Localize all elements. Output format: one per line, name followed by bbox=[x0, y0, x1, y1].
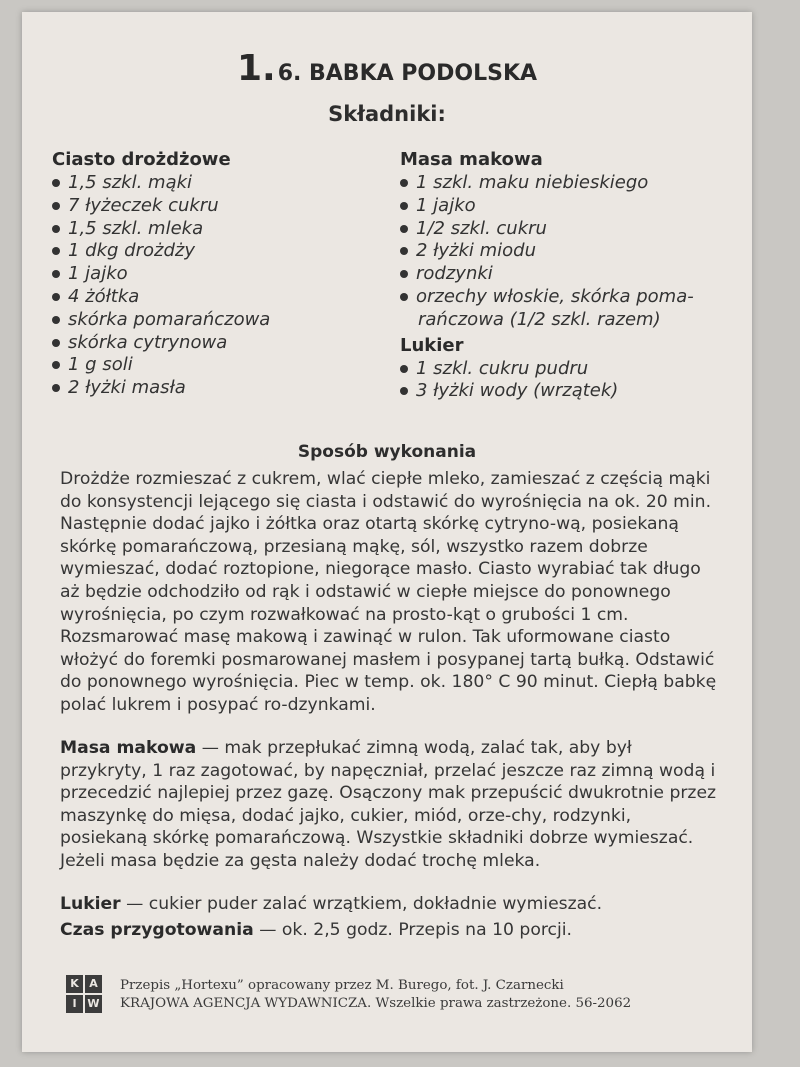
publisher-logo-icon: K A I W bbox=[66, 975, 102, 1013]
bullet-icon bbox=[52, 202, 60, 210]
paragraph-label: Lukier bbox=[60, 894, 121, 914]
bullet-icon bbox=[52, 270, 60, 278]
ingredients-heading: Składniki: bbox=[328, 102, 446, 126]
list-item: 1,5 szkl. mleka bbox=[52, 218, 270, 241]
poppy-paragraph: Masa makowa — mak przepłukać zimną wodą, zalać tak, aby był przykryty, 1 raz zagotować, by napęczniał, przelać jeszcze raz zimną wodą i przecedzić najlepiej przez gazę. Osączony mak przepuścić dwukrotnie przez maszynkę do mięsa, dodać jajko, cukier, miód, orze-chy, rodzynki, posiekaną skórkę pomarańczową. Wszystkie składniki dobrze wymieszać. Jeżeli masa będzie za gęsta należy dodać trochę mleka. bbox=[60, 738, 717, 871]
list-item-continuation: rańczowa (1/2 szkl. razem) bbox=[418, 308, 661, 330]
recipe-number: 1. bbox=[236, 48, 276, 89]
list-item: 2 łyżki miodu bbox=[400, 240, 694, 263]
bullet-icon bbox=[400, 225, 408, 233]
list-item: 1 dkg drożdży bbox=[52, 240, 270, 263]
footer-credits bbox=[120, 977, 631, 1013]
dough-ingredients bbox=[52, 148, 270, 400]
bullet-icon bbox=[52, 247, 60, 255]
paragraph-label: Masa makowa bbox=[60, 738, 197, 758]
bullet-icon bbox=[400, 293, 408, 301]
list-item: 1 g soli bbox=[52, 354, 270, 377]
footer-line-2: KRAJOWA AGENCJA WYDAWNICZA. Wszelkie prawa zastrzeżone. 56-2062 bbox=[120, 996, 632, 1011]
footer-line-1: Przepis „Hortexu” opracowany przez M. Burego, fot. J. Czarnecki bbox=[120, 978, 564, 993]
list-item: 4 żółtka bbox=[52, 286, 270, 309]
prep-time-paragraph: Czas przygotowania — ok. 2,5 godz. Przepis na 10 porcji. bbox=[60, 920, 572, 940]
list-item: 3 łyżki wody (wrzątek) bbox=[400, 380, 694, 403]
bullet-icon bbox=[400, 202, 408, 210]
list-item: 1 szkl. maku niebieskiego bbox=[400, 172, 694, 195]
bullet-icon bbox=[52, 361, 60, 369]
bullet-icon bbox=[400, 247, 408, 255]
list-item: orzechy włoskie, skórka poma- bbox=[400, 286, 694, 309]
bullet-icon bbox=[52, 225, 60, 233]
bullet-icon bbox=[400, 270, 408, 278]
list-item: 1 jajko bbox=[52, 263, 270, 286]
bullet-icon bbox=[52, 384, 60, 392]
bullet-icon bbox=[400, 365, 408, 373]
list-item: 1 szkl. cukru pudru bbox=[400, 358, 694, 381]
recipe-card bbox=[22, 12, 752, 1052]
list-item: skórka cytrynowa bbox=[52, 332, 270, 355]
recipe-title bbox=[22, 48, 752, 89]
recipe-name: 6. BABKA PODOLSKA bbox=[277, 61, 538, 86]
list-item: skórka pomarańczowa bbox=[52, 309, 270, 332]
list-item: 1,5 szkl. mąki bbox=[52, 172, 270, 195]
list-item: 2 łyżki masła bbox=[52, 377, 270, 400]
icing-paragraph: Lukier — cukier puder zalać wrzątkiem, dokładnie wymieszać. bbox=[60, 894, 603, 914]
bullet-icon bbox=[400, 387, 408, 395]
dough-heading: Ciasto drożdżowe bbox=[52, 149, 231, 170]
bullet-icon bbox=[52, 316, 60, 324]
list-item: rodzynki bbox=[400, 263, 694, 286]
list-item: 1 jajko bbox=[400, 195, 694, 218]
bullet-icon bbox=[52, 293, 60, 301]
bullet-icon bbox=[52, 339, 60, 347]
bullet-icon bbox=[400, 179, 408, 187]
list-item: 7 łyżeczek cukru bbox=[52, 195, 270, 218]
icing-heading: Lukier bbox=[400, 334, 464, 356]
bullet-icon bbox=[52, 179, 60, 187]
method-heading: Sposób wykonania bbox=[297, 442, 477, 462]
poppy-heading: Masa makowa bbox=[400, 149, 543, 170]
list-item: 1/2 szkl. cukru bbox=[400, 218, 694, 241]
paragraph-label: Czas przygotowania bbox=[60, 920, 254, 940]
poppy-ingredients bbox=[400, 148, 694, 403]
method-paragraph: Drożdże rozmieszać z cukrem, wlać ciepłe mleko, zamieszać z częścią mąki do konsystencji lejącego się ciasta i odstawić do wyrośnięcia na ok. 20 min. Następnie dodać jajko i żółtka oraz otartą skórkę cytryno-wą, posiekaną skórkę pomarańczową, przesianą mąkę, sól, wszystko razem dobrze wymieszać, dodać roztopione, niegorące masło. Ciasto wyrabiać tak długo aż będzie odchodziło od rąk i odstawić w ciepłe miejsce do ponownego wyrośnięcia, po czym rozwałkować na prosto-kąt o grubości 1 cm. Rozsmarować masę makową i zawinąć w rulon. Tak uformowane ciasto włożyć do foremki posmarowanej masłem i posypanej tartą bułką. Odstawić do ponownego wyrośnięcia. Piec w temp. ok. 180° C 90 minut. Ciepłą babkę polać lukrem i posypać ro-dzynkami. bbox=[60, 469, 717, 715]
